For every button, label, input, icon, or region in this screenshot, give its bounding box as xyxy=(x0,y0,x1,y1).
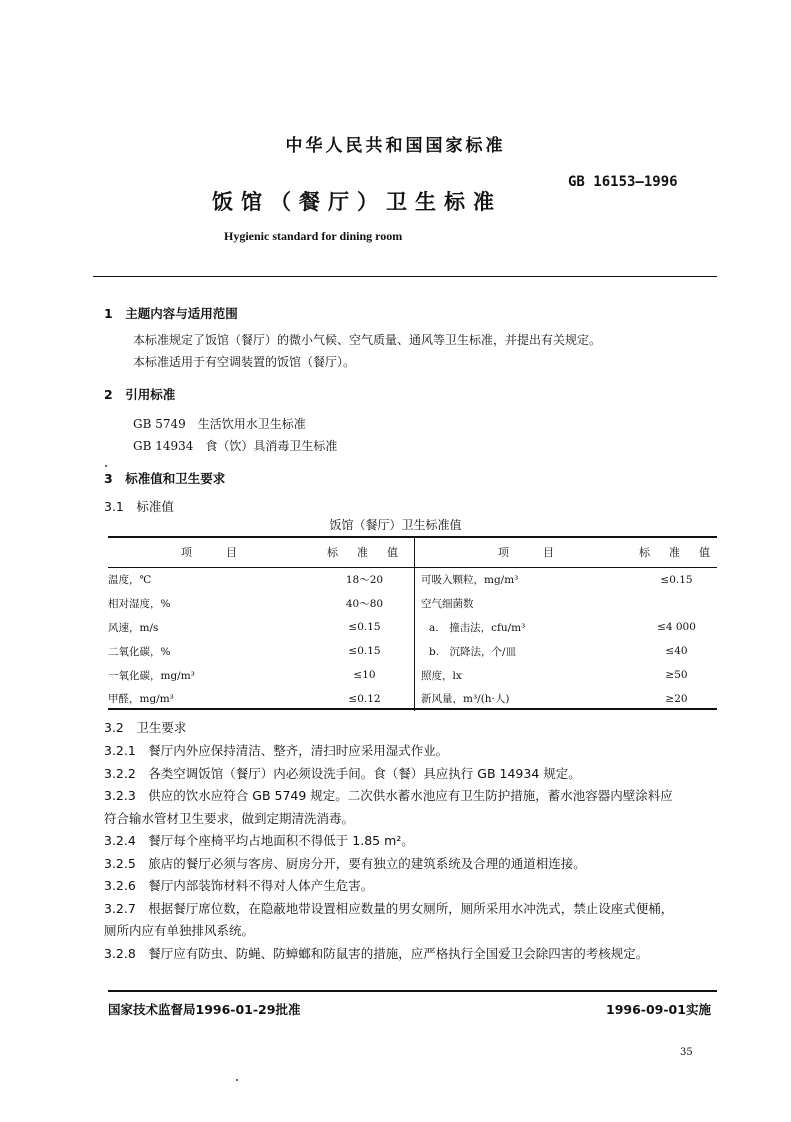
requirement-item: 3.2.3 供应的饮水应符合 GB 5749 规定。二次供水蓄水池应有卫生防护措施，蓄水池容器内壁涂料应 xyxy=(104,788,673,803)
table-cell xyxy=(636,592,717,616)
reference-item: GB 14934 食（饮）具消毒卫生标准 xyxy=(133,439,338,453)
country-standard-title: 中华人民共和国国家标准 xyxy=(285,136,506,156)
table-cell: 可吸入颗粒，mg/m³ xyxy=(415,568,637,592)
section-1-paragraph: 本标准适用于有空调装置的饭馆（餐厅）。 xyxy=(133,355,356,369)
table-row xyxy=(108,663,717,687)
table-header-item: 项 目 xyxy=(415,537,637,568)
table-cell: 二氧化碳，% xyxy=(108,645,171,658)
effective-date: 1996-09-01实施 xyxy=(606,1002,711,1017)
table-cell: ≤0.15 xyxy=(660,573,693,586)
page-number: 35 xyxy=(680,1047,693,1058)
table-header-value: 标 准 值 xyxy=(636,537,717,568)
table-cell: 新风量，m³/(h·人) xyxy=(415,687,637,711)
table-cell: 相对湿度，% xyxy=(108,598,171,611)
table-caption: 饭馆（餐厅）卫生标准值 xyxy=(329,518,462,532)
subsection-3-1-heading: 3.1 标准值 xyxy=(104,499,174,514)
table-cell: 风速，m/s xyxy=(108,621,159,634)
document-title: 饭馆（餐厅）卫生标准 xyxy=(212,190,502,214)
table-row xyxy=(108,568,717,592)
section-1-heading: 1 主题内容与适用范围 xyxy=(104,306,238,321)
requirement-item: 3.2.4 餐厅每个座椅平均占地面积不得低于 1.85 m²。 xyxy=(104,833,414,848)
section-3-heading: 3 标准值和卫生要求 xyxy=(104,471,226,486)
table-cell: 18～20 xyxy=(345,574,384,587)
section-1-paragraph: 本标准规定了饭馆（餐厅）的微小气候、空气质量、通风等卫生标准，并提出有关规定。 xyxy=(133,333,602,347)
table-cell: b. 沉降法，个/皿 xyxy=(415,639,637,663)
table-header-item: 项 目 xyxy=(108,537,315,568)
scan-speck xyxy=(105,465,107,467)
table-cell: ≥20 xyxy=(665,692,688,705)
table-cell: ≤10 xyxy=(353,669,376,682)
table-cell: ≥50 xyxy=(665,669,688,682)
section-2-heading: 2 引用标准 xyxy=(104,387,176,402)
subsection-3-2-heading: 3.2 卫生要求 xyxy=(104,720,187,735)
table-cell: 40～80 xyxy=(345,598,384,611)
table-cell: ≤0.15 xyxy=(348,645,381,658)
table-bottom-rule xyxy=(108,708,717,710)
requirement-item: 符合输水管材卫生要求，做到定期清洗消毒。 xyxy=(104,811,355,826)
standard-values-table xyxy=(108,537,717,711)
header-rule xyxy=(93,276,717,277)
requirement-item: 3.2.5 旅店的餐厅必须与客房、厨房分开，要有独立的建筑系统及合理的通道相连接。 xyxy=(104,856,586,871)
scan-speck xyxy=(236,1079,238,1081)
requirement-item: 3.2.2 各类空调饭馆（餐厅）内必须设洗手间。食（餐）具应执行 GB 14934 规定。 xyxy=(104,766,581,781)
table-row xyxy=(108,616,717,640)
table-cell: ≤40 xyxy=(665,645,688,658)
table-cell: 空气细菌数 xyxy=(415,592,637,616)
table-row xyxy=(108,592,717,616)
requirement-item: 3.2.1 餐厅内外应保持清洁、整齐，清扫时应采用湿式作业。 xyxy=(104,743,449,758)
table-cell: ≤4 000 xyxy=(657,621,696,634)
approval-note: 国家技术监督局1996-01-29批准 xyxy=(108,1002,301,1017)
standard-code: GB 16153—1996 xyxy=(568,174,678,190)
requirement-item: 厕所内应有单独排风系统。 xyxy=(104,923,255,938)
table-row xyxy=(108,639,717,663)
table-cell: 温度，℃ xyxy=(108,574,152,587)
table-cell: 照度，lx xyxy=(415,663,637,687)
table-cell: 一氧化碳，mg/m³ xyxy=(108,669,195,682)
table-cell: ≤0.12 xyxy=(348,692,381,705)
document-subtitle: Hygienic standard for dining room xyxy=(224,229,403,243)
requirement-item: 3.2.7 根据餐厅席位数，在隐蔽地带设置相应数量的男女厕所，厕所采用水冲洗式，禁止设座式便桶， xyxy=(104,901,674,916)
requirement-item: 3.2.6 餐厅内部装饰材料不得对人体产生危害。 xyxy=(104,878,374,893)
table-cell: 甲醛，mg/m³ xyxy=(108,693,174,706)
table-cell: a. 撞击法，cfu/m³ xyxy=(415,616,637,640)
footer-rule xyxy=(108,990,717,992)
reference-item: GB 5749 生活饮用水卫生标准 xyxy=(133,417,306,431)
table-header-value: 标 准 值 xyxy=(315,537,415,568)
requirement-item: 3.2.8 餐厅应有防虫、防蝇、防蟑螂和防鼠害的措施，应严格执行全国爱卫会除四害的考核规定。 xyxy=(104,946,649,961)
table-cell: ≤0.15 xyxy=(348,621,381,634)
